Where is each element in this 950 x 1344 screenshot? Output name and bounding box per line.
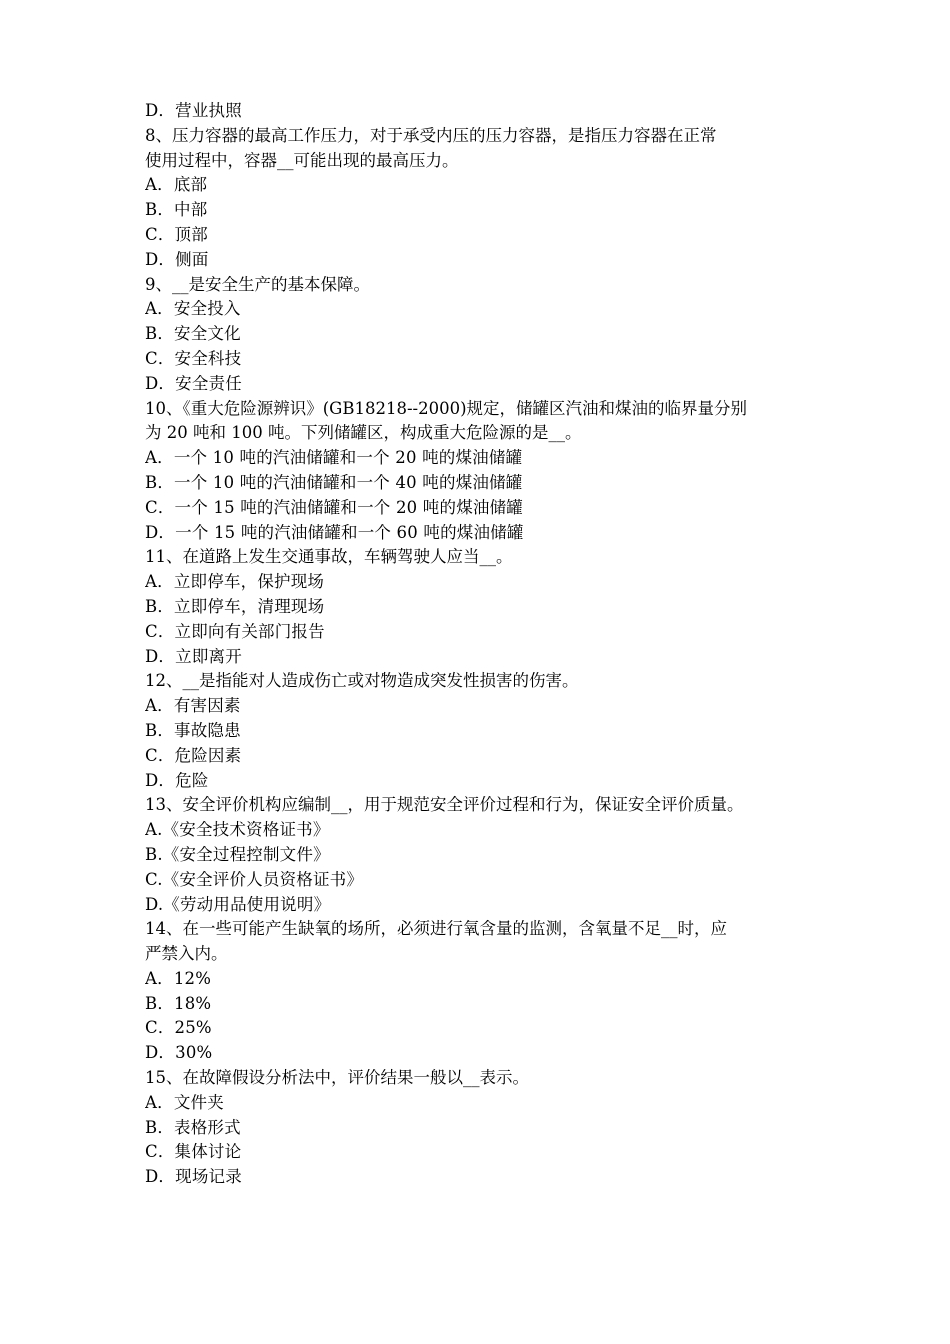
option-text: A．12% xyxy=(145,968,212,988)
option-text: D．立即离开 xyxy=(145,646,242,666)
question-text: 8、压力容器的最高工作压力，对于承受内压的压力容器，是指压力容器在正常 xyxy=(145,125,717,145)
option-text: D．侧面 xyxy=(145,249,209,269)
option-text: C．立即向有关部门报告 xyxy=(145,621,325,641)
option-text: A．安全投入 xyxy=(145,299,241,319)
option-text: C．一个 15 吨的汽油储罐和一个 20 吨的煤油储罐 xyxy=(145,497,523,517)
option-text: A．立即停车，保护现场 xyxy=(145,572,325,592)
option-text: C．危险因素 xyxy=(145,745,242,765)
question-text: 使用过程中，容器__可能出现的最高压力。 xyxy=(145,150,459,170)
option-text: A．底部 xyxy=(145,175,208,195)
option-text: D．现场记录 xyxy=(145,1167,242,1187)
question-text: 15、在故障假设分析法中，评价结果一般以__表示。 xyxy=(145,1068,529,1088)
option-text: C．25% xyxy=(145,1018,212,1038)
option-text: B．一个 10 吨的汽油储罐和一个 40 吨的煤油储罐 xyxy=(145,472,523,492)
option-text: B．18% xyxy=(145,993,212,1013)
option-text: A．一个 10 吨的汽油储罐和一个 20 吨的煤油储罐 xyxy=(145,448,523,468)
option-text: C.《安全评价人员资格证书》 xyxy=(145,869,364,889)
option-text: B．表格形式 xyxy=(145,1117,241,1137)
option-text: D．安全责任 xyxy=(145,373,242,393)
question-text: 14、在一些可能产生缺氧的场所，必须进行氧含量的监测，含氧量不足__时，应 xyxy=(145,919,727,939)
option-text: B．中部 xyxy=(145,200,208,220)
option-text: B．事故隐患 xyxy=(145,720,241,740)
document-page xyxy=(145,99,810,1190)
question-text: 9、__是安全生产的基本保障。 xyxy=(145,274,370,294)
option-text: A．文件夹 xyxy=(145,1092,224,1112)
option-text: C．集体讨论 xyxy=(145,1142,242,1162)
option-text: A．有害因素 xyxy=(145,696,241,716)
option-text: B.《安全过程控制文件》 xyxy=(145,844,330,864)
question-text: 严禁入内。 xyxy=(145,944,228,964)
option-text: B．立即停车，清理现场 xyxy=(145,596,325,616)
option-text: A.《安全技术资格证书》 xyxy=(145,820,330,840)
option-text: D．营业执照 xyxy=(145,101,242,120)
option-text: D．一个 15 吨的汽油储罐和一个 60 吨的煤油储罐 xyxy=(145,522,524,542)
option-text: C．安全科技 xyxy=(145,348,242,368)
option-text: D.《劳动用品使用说明》 xyxy=(145,894,331,914)
option-text: D．30% xyxy=(145,1043,213,1063)
question-text: 12、__是指能对人造成伤亡或对物造成突发性损害的伤害。 xyxy=(145,671,579,691)
question-text: 11、在道路上发生交通事故，车辆驾驶人应当__。 xyxy=(145,547,513,567)
option-text: C．顶部 xyxy=(145,224,208,244)
question-text: 10、《重大危险源辨识》(GB18218--2000)规定，储罐区汽油和煤油的临界量分别 xyxy=(145,398,748,418)
option-text: B．安全文化 xyxy=(145,324,241,344)
question-text: 13、安全评价机构应编制__，用于规范安全评价过程和行为，保证安全评价质量。 xyxy=(145,795,744,815)
question-text: 为 20 吨和 100 吨。下列储罐区，构成重大危险源的是__。 xyxy=(145,423,582,443)
option-text: D．危险 xyxy=(145,770,209,790)
